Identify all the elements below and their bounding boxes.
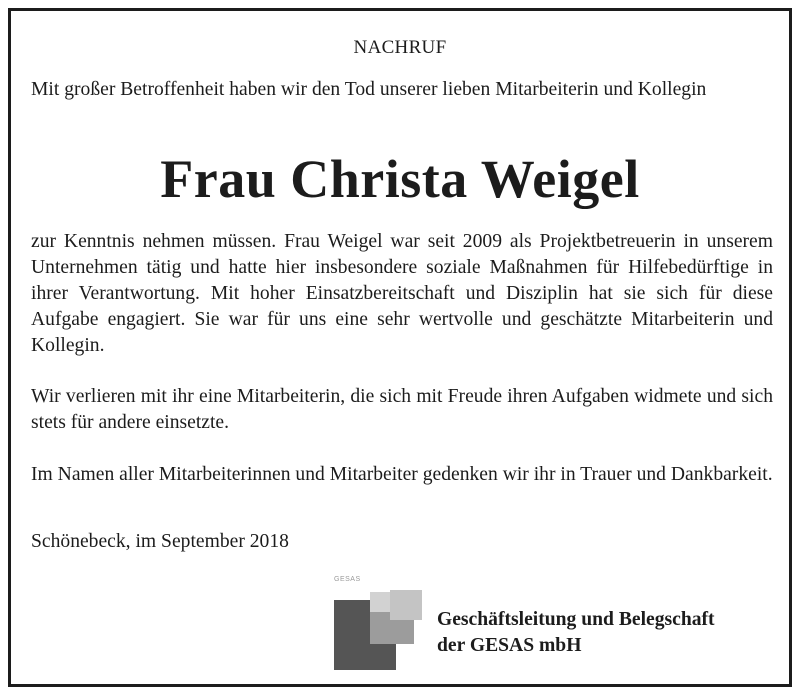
paragraph-career: zur Kenntnis nehmen müssen. Frau Weigel war seit 2009 als Projektbetreuerin in unserem Unternehmen tätig und hatte hier insbesondere soziale Maßnahmen für Hilfebedürftige in ihrer Verantwortung. Mit hoher Einsatzbereitschaft und Disziplin hat sie sich für diese Aufgabe engagiert. Sie war für uns eine sehr wertvolle und geschätzte Mitarbeiterin und Kollegin.: [31, 231, 773, 356]
signature-line-2: der GESAS mbH: [437, 635, 582, 656]
paragraph-tribute: Wir verlieren mit ihr eine Mitarbeiterin, die sich mit Freude ihren Aufgaben widmete und sich stets für andere einsetzte.: [31, 386, 773, 433]
gesas-logo-icon: [334, 576, 429, 674]
deceased-name: Frau Christa Weigel: [160, 149, 640, 209]
obituary-notice: [8, 8, 792, 687]
logo-wordmark: GESAS: [334, 576, 361, 583]
place-date: Schönebeck, im September 2018: [31, 531, 289, 552]
logo-square-light: [390, 590, 422, 620]
signature-line-1: Geschäftsleitung und Belegschaft: [437, 609, 715, 630]
paragraph-remembrance: Im Namen aller Mitarbeiterinnen und Mitarbeiter gedenken wir ihr in Trauer und Dankbarkeit.: [31, 464, 773, 485]
intro-text: Mit großer Betroffenheit haben wir den Tod unserer lieben Mitarbeiterin und Kollegin: [31, 79, 707, 100]
signature-block: [437, 607, 715, 659]
logo-square-small: [370, 592, 390, 612]
notice-heading: NACHRUF: [353, 37, 447, 58]
